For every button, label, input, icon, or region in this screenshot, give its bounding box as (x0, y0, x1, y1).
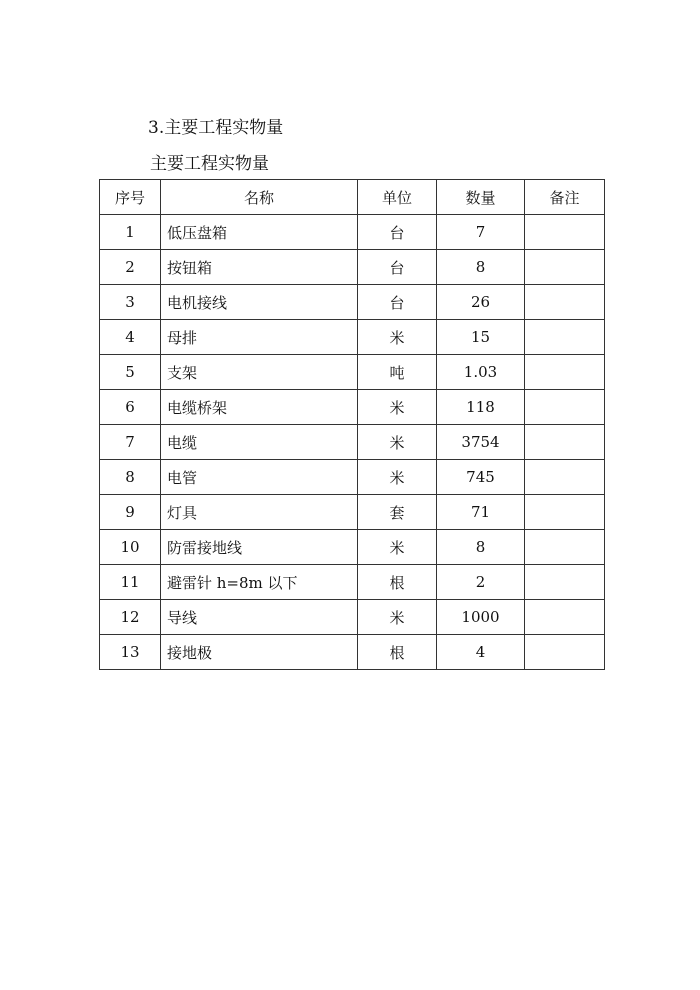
table-row (100, 355, 605, 390)
quantities-table (99, 179, 605, 670)
cell-quantity: 1000 (437, 600, 525, 635)
cell-unit: 套 (358, 495, 437, 530)
cell-remark (525, 635, 605, 670)
cell-unit: 米 (358, 425, 437, 460)
cell-remark (525, 425, 605, 460)
table-row (100, 250, 605, 285)
cell-name: 避雷针 h=8m 以下 (161, 565, 358, 600)
cell-no: 1 (100, 215, 161, 250)
cell-remark (525, 600, 605, 635)
cell-no: 8 (100, 460, 161, 495)
table-header-row (100, 180, 605, 215)
cell-no: 9 (100, 495, 161, 530)
cell-quantity: 4 (437, 635, 525, 670)
header-remark: 备注 (525, 180, 605, 215)
cell-name: 导线 (161, 600, 358, 635)
cell-name: 按钮箱 (161, 250, 358, 285)
cell-remark (525, 250, 605, 285)
cell-remark (525, 285, 605, 320)
cell-quantity: 1.03 (437, 355, 525, 390)
cell-no: 11 (100, 565, 161, 600)
table-row (100, 320, 605, 355)
cell-unit: 米 (358, 390, 437, 425)
header-name: 名称 (161, 180, 358, 215)
cell-quantity: 8 (437, 530, 525, 565)
cell-name: 电机接线 (161, 285, 358, 320)
table-row (100, 425, 605, 460)
section-heading: 3.主要工程实物量 (148, 118, 284, 138)
cell-remark (525, 320, 605, 355)
cell-quantity: 8 (437, 250, 525, 285)
cell-name: 低压盘箱 (161, 215, 358, 250)
cell-unit: 台 (358, 215, 437, 250)
cell-no: 6 (100, 390, 161, 425)
header-no: 序号 (100, 180, 161, 215)
cell-name: 防雷接地线 (161, 530, 358, 565)
cell-name: 电缆桥架 (161, 390, 358, 425)
cell-quantity: 15 (437, 320, 525, 355)
cell-unit: 米 (358, 320, 437, 355)
cell-unit: 根 (358, 635, 437, 670)
table-row (100, 530, 605, 565)
cell-unit: 根 (358, 565, 437, 600)
cell-quantity: 2 (437, 565, 525, 600)
cell-remark (525, 215, 605, 250)
cell-remark (525, 460, 605, 495)
cell-no: 3 (100, 285, 161, 320)
cell-unit: 米 (358, 530, 437, 565)
cell-quantity: 26 (437, 285, 525, 320)
cell-no: 2 (100, 250, 161, 285)
table-row (100, 565, 605, 600)
cell-unit: 台 (358, 285, 437, 320)
cell-quantity: 7 (437, 215, 525, 250)
table-row (100, 635, 605, 670)
header-unit: 单位 (358, 180, 437, 215)
cell-no: 5 (100, 355, 161, 390)
cell-unit: 米 (358, 600, 437, 635)
table-row (100, 600, 605, 635)
cell-unit: 吨 (358, 355, 437, 390)
cell-remark (525, 530, 605, 565)
cell-name: 母排 (161, 320, 358, 355)
cell-unit: 台 (358, 250, 437, 285)
table-row (100, 460, 605, 495)
cell-unit: 米 (358, 460, 437, 495)
cell-quantity: 3754 (437, 425, 525, 460)
cell-quantity: 71 (437, 495, 525, 530)
cell-remark (525, 355, 605, 390)
cell-remark (525, 565, 605, 600)
cell-no: 4 (100, 320, 161, 355)
cell-name: 电管 (161, 460, 358, 495)
cell-no: 13 (100, 635, 161, 670)
cell-no: 10 (100, 530, 161, 565)
table-row (100, 390, 605, 425)
cell-name: 接地极 (161, 635, 358, 670)
cell-quantity: 118 (437, 390, 525, 425)
table-row (100, 285, 605, 320)
cell-remark (525, 495, 605, 530)
header-quantity: 数量 (437, 180, 525, 215)
table-caption: 主要工程实物量 (150, 154, 269, 174)
table-row (100, 215, 605, 250)
cell-name: 电缆 (161, 425, 358, 460)
cell-no: 7 (100, 425, 161, 460)
cell-no: 12 (100, 600, 161, 635)
cell-remark (525, 390, 605, 425)
table-row (100, 495, 605, 530)
cell-name: 灯具 (161, 495, 358, 530)
cell-name: 支架 (161, 355, 358, 390)
cell-quantity: 745 (437, 460, 525, 495)
